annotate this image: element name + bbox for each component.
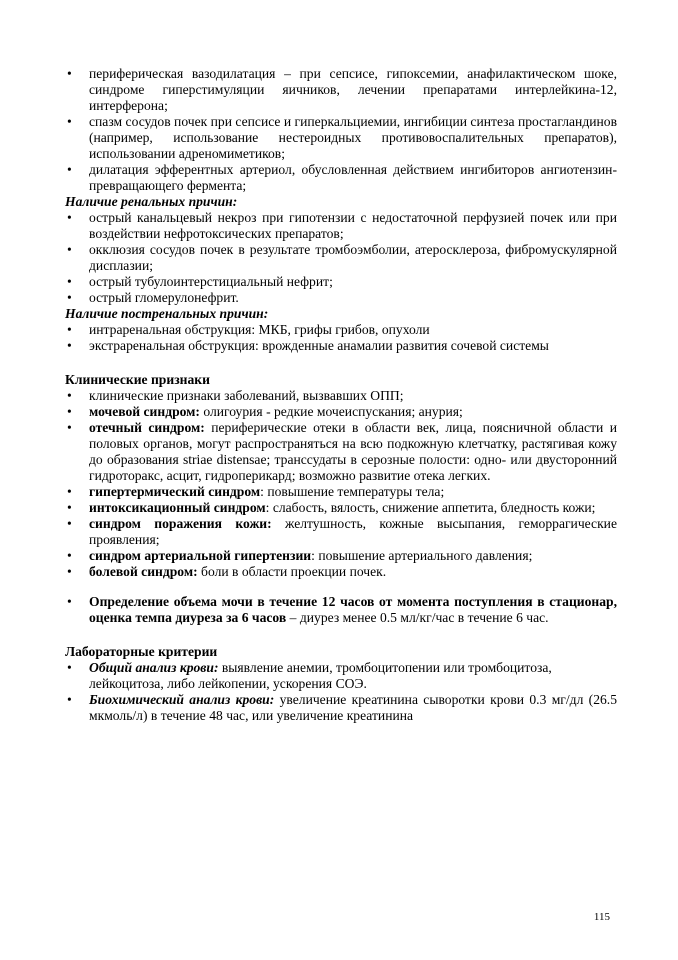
clinical-heading: Клинические признаки [65, 372, 210, 387]
list-item: • болевой синдром: боли в области проекции почек. [67, 564, 387, 579]
page-content [65, 66, 617, 724]
list-item: • Общий анализ крови: выявление анемии, тромбоцитопении или тромбоцитоза, лейкоцитоза, либо лейкопении, ускорения СОЭ. [67, 660, 552, 691]
urine-list [65, 594, 617, 626]
bullet: • [67, 162, 72, 177]
clinical-list [65, 388, 617, 580]
bullet: • [67, 388, 72, 403]
intro-list [65, 66, 617, 194]
lab-list [65, 660, 617, 724]
postrenal-heading: Наличие постренальных причин: [65, 306, 269, 321]
list-item: • острый гломерулонефрит. [67, 290, 239, 305]
list-item: • интоксикационный синдром: слабость, вялость, снижение аппетита, бледность кожи; [67, 500, 596, 515]
list-item: • окклюзия сосудов почек в результате тромбоэмболии, атеросклероза, фибромускулярной дисплазии; [67, 242, 617, 273]
renal-heading: Наличие ренальных причин: [65, 194, 238, 209]
bullet: • [67, 516, 72, 531]
list-item: • клинические признаки заболеваний, вызвавших ОПП; [67, 388, 404, 403]
list-item: • синдром артериальной гипертензии: повышение артериального давления; [67, 548, 533, 563]
list-item: • дилатация эфферентных артериол, обусловленная действием ингибиторов ангиотензин-превращающего фермента; [67, 162, 617, 193]
bullet: • [67, 274, 72, 289]
list-item: • синдром поражения кожи: желтушность, кожные высыпания, геморрагические проявления; [67, 516, 617, 547]
list-item: • острый тубулоинтерстициальный нефрит; [67, 274, 333, 289]
bullet: • [67, 420, 72, 435]
bullet: • [67, 322, 72, 337]
list-item: • Биохимический анализ крови: увеличение креатинина сыворотки крови 0.3 мг/дл (26.5 мкмоль/л) в течение 48 час, или увеличение креатинина [67, 692, 617, 723]
bullet: • [67, 114, 72, 129]
list-item: • экстраренальная обструкция: врожденные анамалии развития сочевой системы [67, 338, 549, 353]
bullet: • [67, 500, 72, 515]
list-item: • отечный синдром: периферические отеки в области век, лица, поясничной области и половых органов, могут распространяться на всю подкожную клетчатку, растягивая кожу до образования striae distensae; транссудаты в серозные полости: одно- или двусторонний гидроторакс, асцит, гидроперикард; возможно развитие отека легких. [67, 420, 617, 483]
list-item: • Определение объема мочи в течение 12 часов от момента поступления в стационар, оценка темпа диуреза за 6 часов – диурез менее 0.5 мл/кг/час в течение 6 час. [67, 594, 617, 625]
bullet: • [67, 338, 72, 353]
bullet: • [67, 404, 72, 419]
bullet: • [67, 594, 72, 609]
lab-heading: Лабораторные критерии [65, 644, 218, 659]
list-item: • гипертермический синдром: повышение температуры тела; [67, 484, 445, 499]
bullet: • [67, 242, 72, 257]
bullet: • [67, 290, 72, 305]
list-item: • острый канальцевый некроз при гипотензии с недостаточной перфузией почек или при воздействии нефротоксических препаратов; [67, 210, 617, 241]
bullet: • [67, 66, 72, 81]
list-item: • интраренальная обструкция: МКБ, грифы грибов, опухоли [67, 322, 430, 337]
bullet: • [67, 692, 72, 707]
postrenal-list [65, 322, 617, 354]
list-item: • спазм сосудов почек при сепсисе и гиперкальциемии, ингибиции синтеза простагландинов (например, использование нестероидных противовоспалительных препаратов), использовании адреномиметиков; [67, 114, 617, 161]
bullet: • [67, 660, 72, 675]
bullet: • [67, 210, 72, 225]
page-number: 115 [593, 911, 610, 923]
renal-list [65, 210, 617, 306]
list-item: • периферическая вазодилатация – при сепсисе, гипоксемии, анафилактическом шоке, синдроме гиперстимуляции яичников, лечении препаратами интерлейкина-12, интерферона; [67, 66, 617, 113]
bullet: • [67, 548, 72, 563]
bullet: • [67, 484, 72, 499]
bullet: • [67, 564, 72, 579]
list-item: • мочевой синдром: олигоурия - редкие мочеиспускания; анурия; [67, 404, 463, 419]
